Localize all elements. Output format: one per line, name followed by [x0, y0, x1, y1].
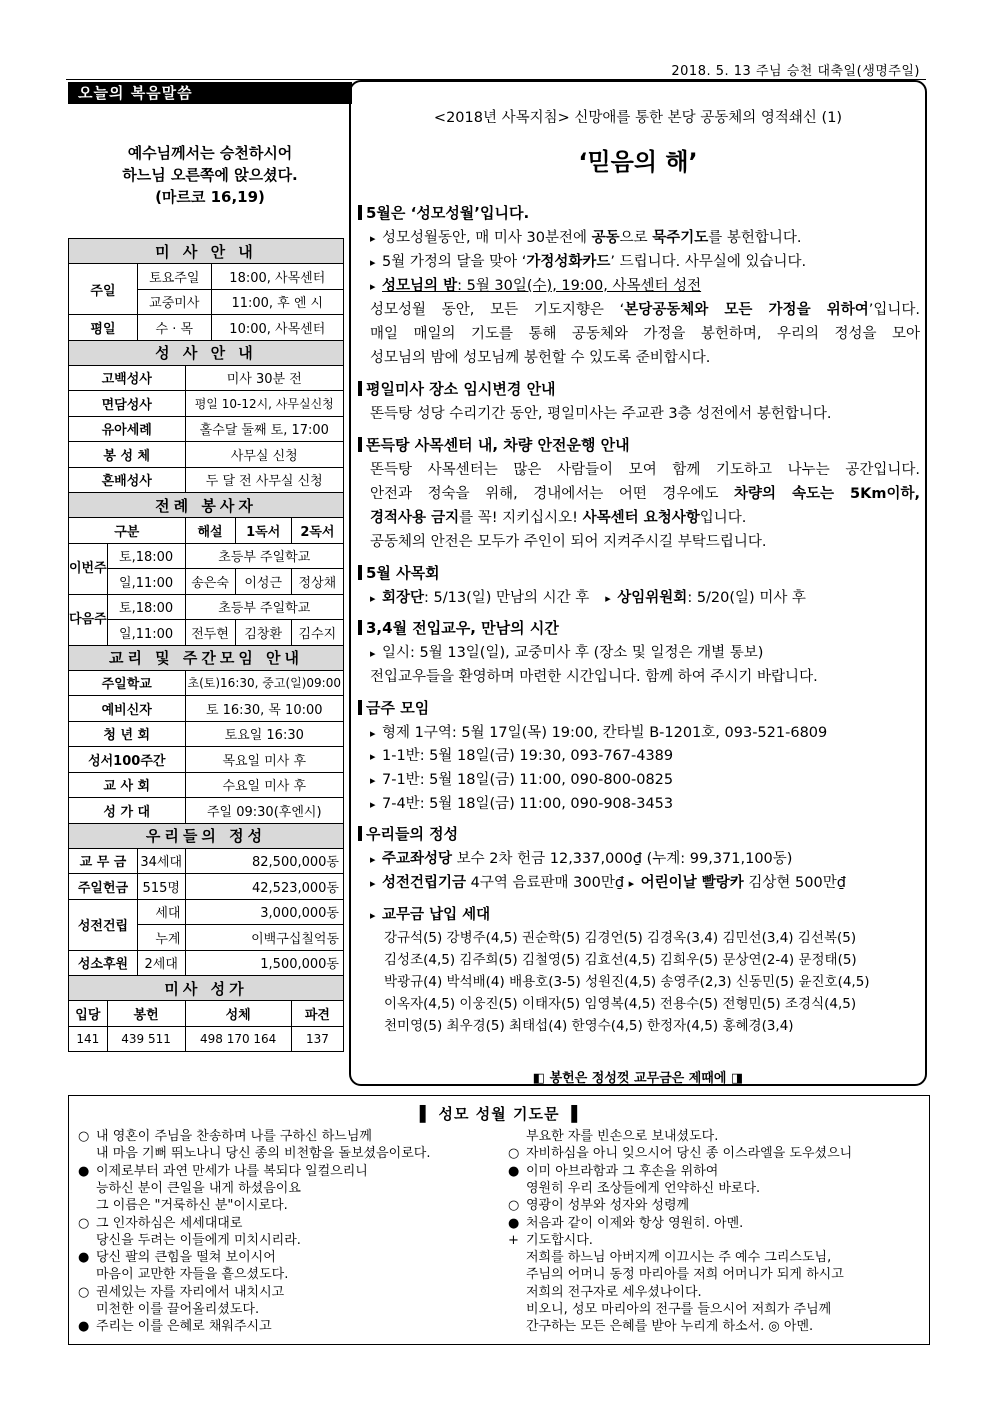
notice-line: 전입교우들을 환영하며 마련한 시간입니다. 함께 하여 주시기 바랍니다. — [370, 669, 818, 685]
weekday-label: 평일 — [69, 315, 138, 341]
next-week-label: 다음주 — [69, 594, 108, 645]
meeting-item: ▸ 형제 1구역: 5월 17일(목) 19:00, 칸타빌 B-1201호, 093-521-6809 — [370, 725, 828, 741]
bullet-icon: ▸ — [370, 853, 376, 866]
prayer-text: 미천한 이를 끌어올리셨도다. — [96, 1302, 260, 1317]
section-heading: 5월은 ‘성모성월’입니다. — [358, 202, 529, 223]
offerings-title: 우리들의 정성 — [69, 823, 344, 848]
prayer-text: 능하신 분이 큰일을 내게 하셨음이요 — [96, 1180, 301, 1196]
server-merged: 초등부 주일학교 — [185, 543, 344, 569]
meeting-name: 교 사 회 — [69, 772, 186, 798]
prayer-line — [508, 1232, 593, 1249]
section-heading: 5월 사목회 — [358, 562, 440, 583]
prayer-text: 저희를 하느님 아버지께 이끄시는 주 예수 그리스도님, — [526, 1250, 832, 1266]
bullet-icon: ▸ — [370, 877, 376, 890]
prayer-marker: ● — [508, 1215, 520, 1231]
notice-line: ▸ 성전건립기금 4구역 음료판매 300만₫ ▸ 어린이날 빨랑카 김상현 500만₫ — [370, 875, 846, 891]
server-name: 정상채 — [291, 569, 343, 595]
prayer-text: 저희의 전구자로 세우셨나이다. — [526, 1284, 702, 1300]
prayer-text: 주님의 어머니 동정 마리아를 저희 어머니가 되게 하시고 — [526, 1267, 844, 1283]
section-heading: 3,4월 전입교우, 만남의 시간 — [358, 617, 559, 638]
servers-title: 전례 봉사자 — [69, 493, 344, 518]
sacrament-detail: 두 달 전 사무실 신청 — [185, 467, 344, 493]
donor-names: 강규석(5) 강병주(4,5) 권순학(5) 김경언(5) 김경옥(3,4) 김민선(3,4) 김선복(5) — [384, 930, 857, 946]
notice-subtitle: <2018년 사목지침> 신망애를 통한 본당 공동체의 영적쇄신 (1) — [433, 110, 843, 126]
prayer-line — [508, 1163, 718, 1180]
prayer-marker: ○ — [78, 1284, 90, 1300]
bullet-icon: ▸ — [370, 232, 376, 245]
meeting-time: 토 16:30, 목 10:00 — [185, 696, 344, 722]
server-time: 일,11:00 — [107, 620, 185, 646]
server-name: 송은숙 — [185, 569, 235, 595]
server-name: 김창환 — [235, 620, 291, 646]
prayer-marker: ● — [78, 1163, 90, 1179]
mass-info-title: 미 사 안 내 — [69, 239, 344, 264]
prayer-line — [78, 1197, 288, 1214]
meeting-time: 주일 09:30(후엔시) — [185, 798, 344, 824]
notice-line: ▸ 주교좌성당 보수 2차 헌금 12,337,000₫ (누계: 99,371,100동) — [370, 851, 793, 867]
meeting-time: 수요일 미사 후 — [185, 772, 344, 798]
server-name: 이성근 — [235, 569, 291, 595]
notice-footer: ◧ 봉헌은 정성껏 교무금은 제때에 ◨ — [532, 1071, 744, 1086]
stats-header: 성체 — [185, 1001, 291, 1027]
prayer-line — [508, 1266, 844, 1283]
prayer-marker: ○ — [508, 1198, 520, 1214]
bullet-icon: ▸ — [605, 592, 611, 605]
prayer-text: 자비하심을 아니 잊으시어 당신 종 이스라엘을 도우셨으니 — [526, 1146, 853, 1162]
sacrament-detail: 미사 30분 전 — [185, 365, 344, 391]
prayer-line — [78, 1180, 301, 1197]
server-merged: 초등부 주일학교 — [185, 594, 344, 620]
servers-header: 구분 — [69, 518, 186, 544]
notice-line: 성모님의 밤에 성모님께 봉헌할 수 있도록 준비합시다. — [370, 350, 711, 366]
prayer-line — [508, 1128, 718, 1145]
prayer-line — [508, 1249, 831, 1266]
prayer-line — [508, 1301, 831, 1318]
prayer-line — [508, 1197, 689, 1214]
offering-count: 34세대 — [137, 848, 185, 874]
stats-value: 141 — [69, 1026, 108, 1052]
donor-names: 박광규(4) 박석배(4) 배용호(3-5) 성원진(4,5) 송영주(2,3) 신동민(5) 윤진호(4,5) — [384, 974, 870, 990]
mass-name: 교중미사 — [137, 289, 211, 315]
servers-header: 2독서 — [291, 518, 343, 544]
mass-name: 수 · 목 — [137, 315, 211, 341]
notice-line: 매일 매일의 기도를 통해 공동체와 가정을 봉헌하며, 우리의 정성을 모아 — [370, 326, 920, 342]
meeting-time: 토요일 16:30 — [185, 721, 344, 747]
sacrament-detail: 사무실 신청 — [185, 442, 344, 468]
notice-line: 공동체의 안전은 모두가 주인이 되어 지켜주시길 부탁드립니다. — [370, 534, 767, 550]
notice-line: ▸ 일시: 5월 13일(일), 교중미사 후 (장소 및 일정은 개별 통보) — [370, 645, 764, 661]
server-time: 토,18:00 — [107, 594, 185, 620]
donor-names: 김성조(4,5) 김주희(5) 김철영(5) 김효선(4,5) 김희우(5) 문상연(2-4) 문정태(5) — [384, 952, 857, 968]
sacrament-name: 유아세례 — [69, 416, 186, 442]
offering-count: 누계 — [137, 925, 185, 951]
offering-count: 515명 — [137, 874, 185, 900]
notice-line: ▸ 성모성월동안, 매 미사 30분전에 공동으로 묵주기도를 봉헌합니다. — [370, 230, 802, 246]
offering-amount: 이백구십칠억동 — [185, 925, 344, 951]
sacrament-name: 봉 성 체 — [69, 442, 186, 468]
offering-count: 세대 — [137, 899, 185, 925]
prayer-marker: ● — [508, 1163, 520, 1179]
stats-value: 439 511 — [107, 1026, 185, 1052]
prayer-text: 당신을 두려는 이들에게 미치시리라. — [96, 1232, 301, 1248]
prayer-line — [78, 1301, 259, 1318]
gospel-line: (마르코 16,19) — [155, 188, 265, 206]
prayer-line — [508, 1215, 743, 1232]
prayer-text: 처음과 같이 이제와 항상 영원히. 아멘. — [526, 1215, 744, 1231]
prayer-line — [78, 1232, 301, 1249]
notice-line: ▸ 교무금 납입 세대 — [370, 907, 491, 923]
prayer-line — [78, 1284, 284, 1301]
sunday-label: 주일 — [69, 264, 138, 315]
prayer-text: 기도합시다. — [526, 1232, 593, 1248]
prayer-line — [78, 1163, 368, 1180]
prayer-text: 그 이름은 "거룩하신 분"이시로다. — [96, 1198, 288, 1214]
prayer-marker: + — [508, 1232, 519, 1248]
prayer-text: 그 인자하심은 세세대대로 — [96, 1215, 243, 1231]
gospel-verse — [68, 142, 352, 208]
donor-names: 천미영(5) 최우경(5) 최태섭(4) 한영수(4,5) 한정자(4,5) 홍혜경(3,4) — [384, 1018, 794, 1034]
bullet-icon: ▸ — [370, 798, 376, 811]
meeting-name: 성 가 대 — [69, 798, 186, 824]
bullet-icon: ▸ — [370, 256, 376, 269]
prayer-text: 당신 팔의 큰힘을 떨쳐 보이시어 — [96, 1250, 276, 1266]
section-heading: 똔득탕 사목센터 내, 차량 안전운행 안내 — [358, 434, 630, 455]
sacrament-name: 혼배성사 — [69, 467, 186, 493]
sacrament-info-title: 성 사 안 내 — [69, 340, 344, 365]
prayer-text: 이미 아브라함과 그 후손을 위하여 — [526, 1163, 719, 1179]
prayer-line — [78, 1145, 430, 1162]
bullet-icon: ▸ — [370, 280, 376, 293]
notice-line: 똔득탕 성당 수리기간 동안, 평일미사는 주교관 3층 성전에서 봉헌합니다. — [370, 406, 832, 422]
prayer-marker: ○ — [508, 1146, 520, 1162]
sacrament-name: 면담성사 — [69, 391, 186, 417]
offering-amount: 42,523,000동 — [185, 874, 344, 900]
section-heading: 평일미사 장소 임시변경 안내 — [358, 378, 556, 399]
prayer-text: 영광이 성부와 성자와 성령께 — [526, 1198, 690, 1214]
notice-line: ▸ 5월 가정의 달을 맞아 ‘가정성화카드’ 드립니다. 사무실에 있습니다. — [370, 254, 807, 270]
offering-name: 교 무 금 — [69, 848, 138, 874]
bullet-icon: ▸ — [628, 877, 635, 890]
mass-time: 18:00, 사목센터 — [211, 264, 343, 290]
prayer-text: 부요한 자를 빈손으로 보내셨도다. — [526, 1129, 719, 1144]
meeting-name: 주일학교 — [69, 670, 186, 696]
prayer-text: 마음이 교만한 자들을 흩으셨도다. — [96, 1267, 289, 1283]
sacrament-detail: 홀수달 둘째 토, 17:00 — [185, 416, 344, 442]
bullet-icon: ▸ — [370, 750, 376, 763]
prayer-title: ▌ 성모 성월 기도문 ▐ — [419, 1105, 579, 1123]
mass-name: 토요주일 — [137, 264, 211, 290]
notice-line: 경적사용 금지를 꼭! 지키십시오! 사목센터 요청사항입니다. — [370, 510, 747, 526]
donor-names: 이옥자(4,5) 이웅진(5) 이태자(5) 임영복(4,5) 전용수(5) 전형민(5) 조경식(4,5) — [384, 996, 857, 1012]
stats-header: 봉헌 — [107, 1001, 185, 1027]
prayer-marker: ● — [78, 1250, 90, 1266]
prayer-line — [508, 1180, 760, 1197]
section-heading: 우리들의 정성 — [358, 823, 458, 844]
prayer-text: 내 마음 기뻐 뛰노나니 당신 종의 비천함을 돌보셨음이로다. — [96, 1146, 431, 1162]
meeting-item: ▸ 7-1반: 5월 18일(금) 11:00, 090-800-0825 — [370, 772, 674, 788]
server-name: 김수지 — [291, 620, 343, 646]
gospel-title: 오늘의 복음말씀 — [68, 82, 352, 104]
prayer-line — [78, 1128, 372, 1145]
stats-value: 498 170 164 — [185, 1026, 291, 1052]
prayer-text: 이제로부터 과연 만세가 나를 복되다 일컬으리니 — [96, 1163, 368, 1179]
gospel-line: 예수님께서는 승천하시어 — [127, 144, 293, 162]
meeting-time: 초(토)16:30, 중고(일)09:00 — [185, 670, 344, 696]
bullet-icon: ▸ — [370, 647, 376, 660]
meeting-name: 성서100주간 — [69, 747, 186, 773]
offering-amount: 1,500,000동 — [185, 950, 344, 976]
prayer-text: 영원히 우리 조상들에게 언약하신 바로다. — [526, 1180, 761, 1196]
catechism-title: 교리 및 주간모임 안내 — [69, 645, 344, 670]
mass-time: 10:00, 사목센터 — [211, 315, 343, 341]
notice-line: ▸ 회장단: 5/13(일) 만남의 시간 후 ▸ 상임위원회: 5/20(일) 미사 후 — [370, 590, 806, 606]
prayer-line — [78, 1249, 276, 1266]
bullet-icon: ▸ — [370, 592, 376, 605]
prayer-line — [508, 1318, 813, 1335]
info-table — [68, 238, 344, 1052]
server-time: 일,11:00 — [107, 569, 185, 595]
prayer-text: 주리는 이를 은혜로 채워주시고 — [96, 1319, 272, 1335]
stats-value: 137 — [291, 1026, 343, 1052]
meeting-name: 청 년 회 — [69, 721, 186, 747]
offering-amount: 3,000,000동 — [185, 899, 344, 925]
prayer-line — [508, 1145, 852, 1162]
prayer-text: 비오니, 성모 마리아의 전구를 들으시어 저희가 주님께 — [526, 1302, 832, 1317]
meeting-item: ▸ 7-4반: 5월 18일(금) 11:00, 090-908-3453 — [370, 796, 674, 812]
bullet-icon: ▸ — [370, 774, 376, 787]
notice-title: ‘믿음의 해’ — [578, 148, 698, 176]
offering-name: 성전건립 — [69, 899, 138, 950]
prayer-text: 간구하는 모든 은혜를 받아 누리게 하소서. ◎ 아멘. — [526, 1319, 814, 1335]
meeting-item: ▸ 1-1반: 5월 18일(금) 19:30, 093-767-4389 — [370, 748, 674, 764]
bullet-icon: ▸ — [370, 909, 376, 922]
meeting-name: 예비신자 — [69, 696, 186, 722]
notice-line: 안전과 정숙을 위해, 경내에서는 어떤 경우에도 차량의 속도는 5Km이하, — [370, 486, 920, 502]
notice-line: 성모성월 동안, 모든 기도지향은 ‘본당공동체와 모든 가정을 위하여’입니다. — [370, 302, 921, 318]
notice-line: ▸ 성모님의 밤: 5월 30일(수), 19:00, 사목센터 성전 — [370, 278, 702, 294]
prayer-line — [508, 1284, 702, 1301]
offering-amount: 82,500,000동 — [185, 848, 344, 874]
servers-header: 1독서 — [235, 518, 291, 544]
sacrament-name: 고백성사 — [69, 365, 186, 391]
offering-count: 2세대 — [137, 950, 185, 976]
prayer-text: 내 영혼이 주님을 찬송하며 나를 구하신 하느님께 — [96, 1129, 372, 1144]
prayer-line — [78, 1266, 288, 1283]
section-heading: 금주 모임 — [358, 697, 429, 718]
prayer-marker: ● — [78, 1319, 90, 1335]
servers-header: 해설 — [185, 518, 235, 544]
prayer-line — [78, 1318, 272, 1335]
prayer-line — [78, 1215, 242, 1232]
sacrament-detail: 평일 10-12시, 사무실신청 — [185, 391, 344, 417]
prayer-marker: ○ — [78, 1215, 90, 1231]
date-header: 2018. 5. 13 주님 승천 대축일(생명주일) — [671, 64, 920, 79]
this-week-label: 이번주 — [69, 543, 108, 594]
prayer-marker: ○ — [78, 1129, 90, 1144]
offering-name: 성소후원 — [69, 950, 138, 976]
server-name: 전두현 — [185, 620, 235, 646]
stats-header: 입당 — [69, 1001, 108, 1027]
meeting-time: 목요일 미사 후 — [185, 747, 344, 773]
server-time: 토,18:00 — [107, 543, 185, 569]
bullet-icon: ▸ — [370, 727, 376, 740]
stats-header: 파견 — [291, 1001, 343, 1027]
offering-name: 주일헌금 — [69, 874, 138, 900]
notice-line: 똔득탕 사목센터는 많은 사람들이 모여 함께 기도하고 나누는 공간입니다. — [370, 462, 920, 478]
mass-time: 11:00, 후 엔 시 — [211, 289, 343, 315]
mass-stats-title: 미사 성가 — [69, 976, 344, 1001]
gospel-line: 하느님 오른쪽에 앉으셨다. — [122, 166, 298, 184]
prayer-text: 권세있는 자를 자리에서 내치시고 — [96, 1284, 285, 1300]
